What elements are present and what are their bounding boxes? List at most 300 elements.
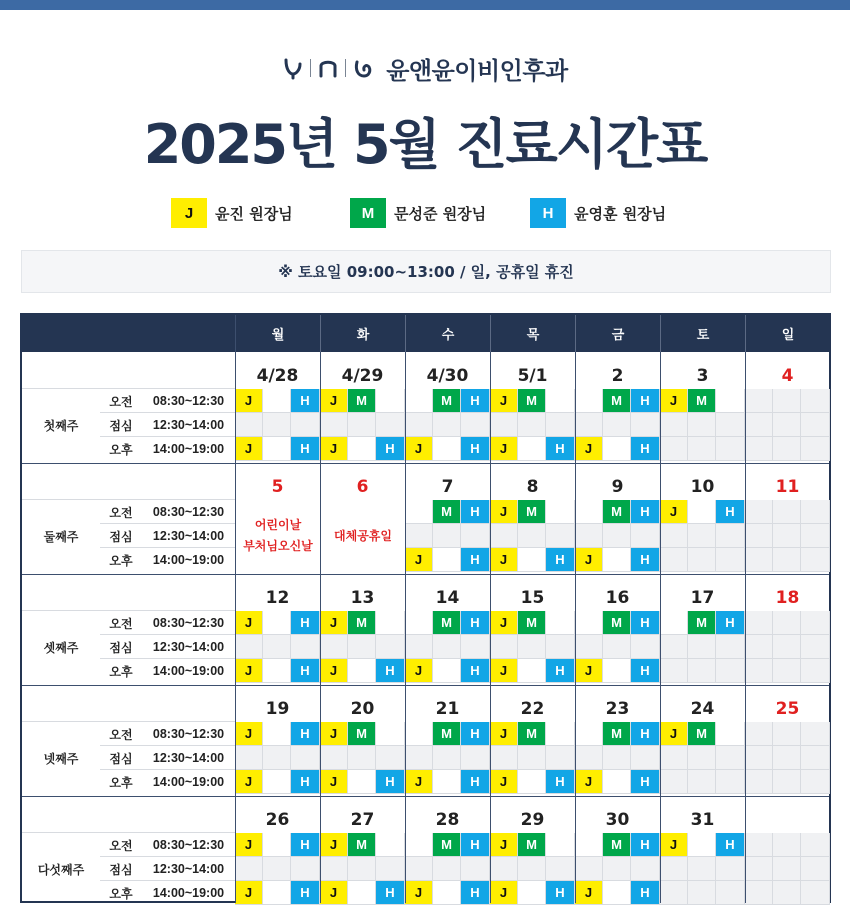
- session-label: 점심: [109, 418, 133, 433]
- doctor-slot-j: J: [320, 389, 348, 413]
- date-label: 28: [435, 810, 460, 830]
- column-divider: [320, 352, 321, 903]
- week-name: 다섯째주: [37, 862, 85, 877]
- empty-slot: [745, 635, 773, 659]
- empty-slot: [688, 413, 716, 437]
- empty-slot: [688, 659, 716, 683]
- column-divider: [235, 315, 236, 903]
- empty-slot: [575, 413, 603, 437]
- empty-slot: [575, 500, 603, 524]
- empty-slot: [745, 881, 773, 905]
- doctor-slot-h: H: [461, 659, 490, 683]
- doctor-slot-j: J: [235, 437, 263, 461]
- doctor-slot-m: M: [688, 389, 716, 413]
- doctor-slot-j: J: [660, 389, 688, 413]
- empty-slot: [376, 611, 405, 635]
- empty-slot: [235, 746, 263, 770]
- empty-slot: [546, 389, 575, 413]
- date-label: 12: [265, 588, 290, 608]
- row-divider: [22, 721, 235, 722]
- doctor-slot-j: J: [235, 770, 263, 794]
- empty-slot: [348, 437, 376, 461]
- empty-slot: [603, 635, 631, 659]
- empty-slot: [688, 833, 716, 857]
- session-time: 14:00~19:00: [152, 442, 225, 456]
- doctor-slot-j: J: [490, 389, 518, 413]
- empty-slot: [745, 413, 773, 437]
- date-label: 25: [775, 699, 800, 719]
- week-name: 첫째주: [43, 418, 79, 433]
- date-label: 13: [350, 588, 375, 608]
- doctor-slot-h: H: [631, 611, 660, 635]
- doctor-slot-j: J: [235, 722, 263, 746]
- empty-slot: [376, 722, 405, 746]
- empty-slot: [320, 857, 348, 881]
- empty-slot: [745, 857, 773, 881]
- empty-slot: [773, 857, 801, 881]
- doctor-slot-m: M: [348, 389, 376, 413]
- empty-slot: [405, 722, 433, 746]
- week-name: 넷째주: [43, 751, 79, 766]
- empty-slot: [716, 524, 745, 548]
- holiday-notice: [236, 500, 320, 572]
- doctor-slot-j: J: [405, 548, 433, 572]
- empty-slot: [546, 413, 575, 437]
- empty-slot: [433, 881, 461, 905]
- empty-slot: [631, 746, 660, 770]
- empty-slot: [773, 524, 801, 548]
- empty-slot: [490, 746, 518, 770]
- empty-slot: [490, 857, 518, 881]
- column-divider: [575, 352, 576, 903]
- empty-slot: [745, 833, 773, 857]
- holiday-text: [243, 515, 313, 557]
- empty-slot: [603, 746, 631, 770]
- doctor-slot-m: M: [688, 611, 716, 635]
- date-label: 24: [690, 699, 715, 719]
- empty-slot: [546, 746, 575, 770]
- empty-slot: [320, 746, 348, 770]
- column-divider: [490, 352, 491, 903]
- empty-slot: [546, 635, 575, 659]
- empty-slot: [660, 770, 688, 794]
- doctor-slot-j: J: [575, 659, 603, 683]
- doctor-slot-h: H: [631, 548, 660, 572]
- column-divider: [745, 352, 746, 903]
- empty-slot: [348, 857, 376, 881]
- empty-slot: [773, 881, 801, 905]
- session-time: 08:30~12:30: [152, 727, 225, 741]
- holiday-line: 어린이날: [254, 518, 302, 532]
- empty-slot: [263, 635, 291, 659]
- empty-slot: [660, 635, 688, 659]
- session-time: 14:00~19:00: [152, 664, 225, 678]
- empty-slot: [575, 833, 603, 857]
- doctor-slot-j: J: [490, 437, 518, 461]
- empty-slot: [773, 389, 801, 413]
- empty-slot: [801, 500, 830, 524]
- row-divider: [22, 832, 235, 833]
- empty-slot: [518, 413, 546, 437]
- empty-slot: [405, 833, 433, 857]
- empty-slot: [716, 548, 745, 572]
- date-label: 29: [520, 810, 545, 830]
- doctor-slot-j: J: [490, 500, 518, 524]
- doctor-slot-m: M: [603, 722, 631, 746]
- empty-slot: [688, 857, 716, 881]
- doctor-slot-m: M: [518, 611, 546, 635]
- empty-slot: [603, 548, 631, 572]
- legend-label-j: 윤진 원장님: [215, 204, 293, 223]
- empty-slot: [291, 857, 320, 881]
- empty-slot: [716, 881, 745, 905]
- empty-slot: [660, 857, 688, 881]
- session-label: 오후: [109, 553, 133, 568]
- session-time: 12:30~14:00: [152, 418, 225, 432]
- doctor-slot-j: J: [575, 437, 603, 461]
- doctor-slot-m: M: [433, 611, 461, 635]
- empty-slot: [745, 659, 773, 683]
- doctor-slot-j: J: [405, 437, 433, 461]
- date-label: 9: [611, 477, 624, 497]
- empty-slot: [263, 389, 291, 413]
- column-divider: [660, 352, 661, 903]
- date-label: 5: [271, 477, 284, 497]
- holiday-text: [334, 526, 392, 547]
- empty-slot: [263, 659, 291, 683]
- brand-name: 윤앤윤이비인후과: [386, 56, 568, 85]
- empty-slot: [773, 746, 801, 770]
- empty-slot: [546, 500, 575, 524]
- empty-slot: [490, 635, 518, 659]
- date-label: 6: [356, 477, 369, 497]
- empty-slot: [433, 413, 461, 437]
- column-divider: [405, 352, 406, 903]
- empty-slot: [660, 659, 688, 683]
- empty-slot: [716, 389, 745, 413]
- empty-slot: [716, 659, 745, 683]
- doctor-slot-j: J: [235, 833, 263, 857]
- empty-slot: [575, 722, 603, 746]
- doctor-slot-h: H: [546, 659, 575, 683]
- empty-slot: [716, 635, 745, 659]
- doctor-slot-h: H: [461, 881, 490, 905]
- date-label: 18: [775, 588, 800, 608]
- doctor-slot-h: H: [461, 500, 490, 524]
- empty-slot: [801, 524, 830, 548]
- doctor-slot-h: H: [631, 770, 660, 794]
- empty-slot: [801, 437, 830, 461]
- doctor-slot-h: H: [546, 770, 575, 794]
- doctor-slot-h: H: [291, 437, 320, 461]
- empty-slot: [716, 857, 745, 881]
- empty-slot: [603, 770, 631, 794]
- empty-slot: [405, 635, 433, 659]
- empty-slot: [688, 437, 716, 461]
- doctor-slot-h: H: [291, 770, 320, 794]
- doctor-slot-h: H: [376, 437, 405, 461]
- date-label: 19: [265, 699, 290, 719]
- empty-slot: [688, 746, 716, 770]
- empty-slot: [348, 881, 376, 905]
- row-divider: [22, 610, 235, 611]
- empty-slot: [320, 635, 348, 659]
- header-blank: [22, 315, 235, 352]
- legend-label-m: 문성준 원장님: [394, 204, 487, 223]
- holiday-line: 부처님오신날: [243, 539, 313, 553]
- empty-slot: [376, 857, 405, 881]
- doctor-legend: [0, 198, 850, 228]
- empty-slot: [291, 413, 320, 437]
- empty-slot: [575, 611, 603, 635]
- empty-slot: [376, 389, 405, 413]
- doctor-slot-j: J: [235, 881, 263, 905]
- doctor-slot-h: H: [716, 500, 745, 524]
- date-label: 8: [526, 477, 539, 497]
- logo-glyph-1-icon: [282, 56, 304, 80]
- page-title: 2025년 5월 진료시간표: [143, 113, 707, 176]
- legend-badge-h: H: [530, 198, 566, 228]
- session-label: 오전: [109, 616, 133, 631]
- saturday-notice: ※ 토요일 09:00~13:00 / 일, 공휴일 휴진: [21, 250, 831, 293]
- doctor-slot-j: J: [575, 548, 603, 572]
- week-name: 둘째주: [43, 529, 79, 544]
- empty-slot: [745, 611, 773, 635]
- empty-slot: [490, 413, 518, 437]
- empty-slot: [773, 437, 801, 461]
- schedule-table: [20, 313, 831, 903]
- row-divider: [22, 388, 235, 389]
- empty-slot: [716, 770, 745, 794]
- doctor-slot-j: J: [490, 548, 518, 572]
- empty-slot: [745, 389, 773, 413]
- empty-slot: [263, 413, 291, 437]
- session-time: 14:00~19:00: [152, 553, 225, 567]
- empty-slot: [745, 500, 773, 524]
- doctor-slot-h: H: [291, 611, 320, 635]
- empty-slot: [320, 413, 348, 437]
- doctor-slot-j: J: [490, 881, 518, 905]
- top-accent-bar: [0, 0, 850, 10]
- empty-slot: [518, 524, 546, 548]
- doctor-slot-h: H: [631, 389, 660, 413]
- doctor-slot-h: H: [291, 722, 320, 746]
- session-label: 오전: [109, 727, 133, 742]
- empty-slot: [348, 635, 376, 659]
- empty-slot: [801, 770, 830, 794]
- doctor-slot-j: J: [320, 833, 348, 857]
- doctor-slot-h: H: [461, 611, 490, 635]
- doctor-slot-m: M: [348, 833, 376, 857]
- session-label: 점심: [109, 640, 133, 655]
- empty-slot: [235, 413, 263, 437]
- doctor-slot-m: M: [348, 611, 376, 635]
- empty-slot: [235, 635, 263, 659]
- session-label: 점심: [109, 862, 133, 877]
- empty-slot: [773, 548, 801, 572]
- date-label: 15: [520, 588, 545, 608]
- empty-slot: [801, 635, 830, 659]
- brand-logo: [0, 50, 850, 86]
- doctor-slot-j: J: [320, 437, 348, 461]
- doctor-slot-j: J: [405, 881, 433, 905]
- header-day: 화: [320, 315, 405, 352]
- empty-slot: [433, 659, 461, 683]
- empty-slot: [801, 722, 830, 746]
- empty-slot: [376, 413, 405, 437]
- empty-slot: [773, 635, 801, 659]
- doctor-slot-j: J: [320, 770, 348, 794]
- date-label: 22: [520, 699, 545, 719]
- empty-slot: [688, 770, 716, 794]
- empty-slot: [263, 833, 291, 857]
- session-time: 14:00~19:00: [152, 886, 225, 900]
- empty-slot: [688, 524, 716, 548]
- empty-slot: [745, 722, 773, 746]
- empty-slot: [575, 746, 603, 770]
- session-time: 12:30~14:00: [152, 751, 225, 765]
- empty-slot: [603, 857, 631, 881]
- empty-slot: [405, 500, 433, 524]
- empty-slot: [291, 746, 320, 770]
- empty-slot: [716, 746, 745, 770]
- empty-slot: [603, 524, 631, 548]
- empty-slot: [405, 524, 433, 548]
- empty-slot: [433, 548, 461, 572]
- date-label: 10: [690, 477, 715, 497]
- logo-separator: [345, 59, 346, 77]
- doctor-slot-m: M: [348, 722, 376, 746]
- doctor-slot-h: H: [291, 389, 320, 413]
- doctor-slot-h: H: [291, 833, 320, 857]
- session-label: 오후: [109, 664, 133, 679]
- session-time: 08:30~12:30: [152, 838, 225, 852]
- date-label: 14: [435, 588, 460, 608]
- doctor-slot-j: J: [320, 881, 348, 905]
- empty-slot: [348, 659, 376, 683]
- empty-slot: [575, 857, 603, 881]
- empty-slot: [461, 857, 490, 881]
- doctor-slot-h: H: [461, 437, 490, 461]
- session-label: 오전: [109, 394, 133, 409]
- doctor-slot-m: M: [518, 833, 546, 857]
- session-time: 14:00~19:00: [152, 775, 225, 789]
- date-label: 5/1: [517, 366, 548, 386]
- empty-slot: [773, 833, 801, 857]
- doctor-slot-h: H: [376, 770, 405, 794]
- empty-slot: [688, 881, 716, 905]
- legend-item-m: [350, 198, 486, 228]
- holiday-line: 대체공휴일: [334, 528, 392, 543]
- empty-slot: [801, 389, 830, 413]
- empty-slot: [376, 746, 405, 770]
- empty-slot: [773, 722, 801, 746]
- legend-item-j: [171, 198, 293, 228]
- logo-glyph-3-icon: [352, 56, 374, 80]
- session-label: 점심: [109, 751, 133, 766]
- empty-slot: [688, 548, 716, 572]
- doctor-slot-h: H: [716, 833, 745, 857]
- logo-mark: [282, 56, 374, 80]
- empty-slot: [433, 437, 461, 461]
- empty-slot: [263, 722, 291, 746]
- doctor-slot-h: H: [546, 881, 575, 905]
- empty-slot: [376, 635, 405, 659]
- empty-slot: [603, 881, 631, 905]
- session-time: 08:30~12:30: [152, 394, 225, 408]
- empty-slot: [518, 881, 546, 905]
- session-time: 12:30~14:00: [152, 529, 225, 543]
- empty-slot: [773, 413, 801, 437]
- doctor-slot-m: M: [518, 389, 546, 413]
- session-label: 오후: [109, 442, 133, 457]
- header-day: 월: [235, 315, 320, 352]
- doctor-slot-m: M: [688, 722, 716, 746]
- empty-slot: [603, 413, 631, 437]
- doctor-slot-h: H: [631, 437, 660, 461]
- week-name: 셋째주: [43, 640, 79, 655]
- empty-slot: [546, 722, 575, 746]
- date-label: 23: [605, 699, 630, 719]
- doctor-slot-j: J: [575, 770, 603, 794]
- empty-slot: [263, 881, 291, 905]
- header-day: 수: [405, 315, 490, 352]
- empty-slot: [291, 635, 320, 659]
- empty-slot: [631, 413, 660, 437]
- empty-slot: [603, 659, 631, 683]
- date-label: 4/28: [256, 366, 299, 386]
- empty-slot: [773, 611, 801, 635]
- date-label: 4/29: [341, 366, 384, 386]
- doctor-slot-j: J: [490, 722, 518, 746]
- date-label: 30: [605, 810, 630, 830]
- empty-slot: [518, 857, 546, 881]
- doctor-slot-h: H: [716, 611, 745, 635]
- logo-glyph-2-icon: [317, 56, 339, 80]
- empty-slot: [631, 857, 660, 881]
- date-label: 20: [350, 699, 375, 719]
- session-time: 08:30~12:30: [152, 616, 225, 630]
- doctor-slot-j: J: [660, 722, 688, 746]
- empty-slot: [433, 857, 461, 881]
- doctor-slot-h: H: [546, 548, 575, 572]
- empty-slot: [801, 548, 830, 572]
- empty-slot: [801, 413, 830, 437]
- empty-slot: [688, 635, 716, 659]
- legend-badge-m: M: [350, 198, 386, 228]
- logo-separator: [310, 59, 311, 77]
- date-label: 7: [441, 477, 454, 497]
- doctor-slot-m: M: [433, 389, 461, 413]
- date-label: 4/30: [426, 366, 469, 386]
- doctor-slot-h: H: [376, 881, 405, 905]
- empty-slot: [801, 881, 830, 905]
- doctor-slot-j: J: [320, 611, 348, 635]
- empty-slot: [433, 635, 461, 659]
- empty-slot: [518, 746, 546, 770]
- doctor-slot-j: J: [660, 500, 688, 524]
- empty-slot: [433, 770, 461, 794]
- row-divider: [22, 499, 235, 500]
- empty-slot: [263, 770, 291, 794]
- empty-slot: [745, 437, 773, 461]
- doctor-slot-h: H: [461, 833, 490, 857]
- date-label: 16: [605, 588, 630, 608]
- header-day: 목: [490, 315, 575, 352]
- legend-label-h: 윤영훈 원장님: [574, 204, 667, 223]
- doctor-slot-m: M: [433, 722, 461, 746]
- doctor-slot-m: M: [603, 500, 631, 524]
